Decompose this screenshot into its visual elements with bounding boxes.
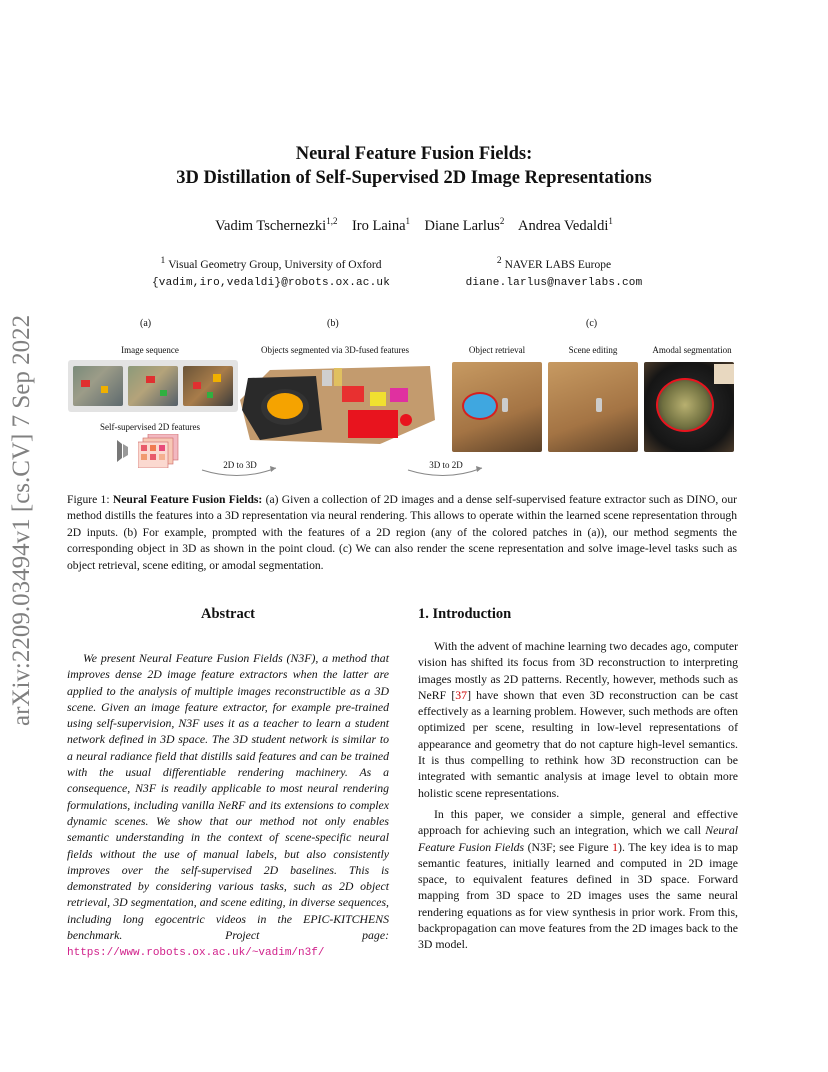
intro-emphasis: Neural Feature Fusion Fields — [418, 823, 738, 854]
arxiv-identifier: arXiv:2209.03494v1 [cs.CV] 7 Sep 2022 — [8, 314, 35, 726]
figure-reference-link[interactable]: 1 — [612, 839, 619, 854]
frame-thumbnail — [128, 366, 178, 406]
author-name: Iro Laina — [351, 217, 406, 234]
intro-text: In this paper, we consider a simple, general and effective approach for achieving such an integration, which we call — [418, 806, 738, 838]
affiliation-mark: 2 — [496, 255, 502, 266]
intro-paragraph-1 — [418, 638, 738, 801]
label-self-supervised-features: Self-supervised 2D features — [100, 422, 200, 432]
frame-thumbnail — [183, 366, 233, 406]
affiliation-email: {vadim,iro,vedaldi}@robots.ox.ac.uk — [151, 276, 391, 289]
caption-text: (a) Given a collection of 2D images and a dense self-supervised feature extractor such as DINO, our method distills the features into a 3D representation via neural rendering. This allows to operate within the learned scene representation through 2D inputs. (b) For example, prompted with the features of a 2D region (any of the colored patches in (a)), our method segments the corresponding object in 3D as shown in the point cloud. (c) We can also render the scene representation and solve image-level tasks such as object retrieval, scene editing, or amodal segmentation. — [67, 493, 737, 572]
figure-1 — [60, 312, 750, 482]
panel-tag-c: (c) — [586, 318, 598, 329]
affiliation-email: diane.larlus@naverlabs.com — [465, 276, 643, 289]
affiliation-right — [426, 252, 682, 292]
affiliation-mark: 1 — [160, 255, 166, 266]
intro-paragraph-2 — [418, 806, 738, 953]
author-affiliation-mark: 1 — [608, 216, 613, 226]
frame-thumbnail — [73, 366, 123, 406]
label-objects-segmented: Objects segmented via 3D-fused features — [261, 345, 409, 355]
paper-title-line-1: Neural Feature Fusion Fields: — [295, 144, 533, 164]
author-name: Andrea Vedaldi — [518, 217, 609, 234]
caption-bold: Neural Feature Fusion Fields: — [112, 493, 263, 506]
affiliation-name: NAVER LABS Europe — [504, 258, 612, 271]
label-2d-to-3d: 2D to 3D — [223, 460, 257, 470]
abstract-body — [67, 650, 389, 962]
caption-prefix: Figure 1: — [67, 493, 113, 506]
object-retrieval-image — [452, 362, 542, 452]
intro-text: With the advent of machine learning two decades ago, computer vision has shifted its focus from 3D reconstruction to interpreting images mostly as 2D patterns. Recently, however, methods such as NeRF [ — [418, 639, 738, 702]
author-name: Diane Larlus — [424, 217, 500, 234]
affiliation-name: Visual Geometry Group, University of Oxford — [168, 258, 382, 271]
label-3d-to-2d: 3D to 2D — [429, 460, 463, 470]
label-amodal-segmentation: Amodal segmentation — [652, 345, 732, 355]
image-sequence-film-strip — [68, 360, 238, 412]
citation-link[interactable]: 37 — [455, 687, 468, 702]
panel-tag-a: (a) — [140, 318, 152, 329]
label-image-sequence: Image sequence — [121, 345, 179, 355]
paper-title-line-2: 3D Distillation of Self-Supervised 2D Image Representations — [176, 168, 652, 188]
label-object-retrieval: Object retrieval — [468, 345, 526, 355]
abstract-heading: Abstract — [201, 606, 255, 622]
intro-text: (N3F; see Figure — [524, 839, 613, 854]
panel-tag-b: (b) — [327, 318, 339, 329]
point-cloud-segmentation — [230, 360, 440, 446]
introduction-body — [418, 638, 738, 953]
feature-extractor-network-icon — [116, 438, 130, 464]
author-name: Vadim Tschernezki — [215, 217, 327, 234]
author-list — [0, 216, 828, 235]
project-page-link[interactable]: https://www.robots.ox.ac.uk/~vadim/n3f/ — [67, 947, 325, 960]
feature-map-stack-icon — [138, 434, 182, 468]
author-affiliation-mark: 2 — [499, 216, 505, 226]
label-scene-editing: Scene editing — [568, 345, 618, 355]
amodal-segmentation-image — [644, 362, 734, 452]
author-affiliation-mark: 1,2 — [326, 216, 338, 226]
figure-1-caption — [67, 492, 737, 574]
affiliation-left — [130, 252, 412, 292]
introduction-heading: 1. Introduction — [418, 606, 512, 622]
scene-editing-image — [548, 362, 638, 452]
intro-text: ). The key idea is to map semantic features, initially learned and computed in 2D image space, to equivalent features defined in 3D space. Forward mapping from 3D space to 2D images uses the same neural rendering equations as for view synthesis in prior work. From this, backpropagation can move features from the 2D images back to the 3D model. — [418, 839, 738, 952]
abstract-text: We present Neural Feature Fusion Fields (N3F), a method that improves dense 2D image feature extractors when the latter are applied to the analysis of multiple images reconstructible as a 3D scene. Given an image feature extractor, for example pre-trained using self-supervision, N3F uses it as a teacher to learn a student network defined in 3D space. The 3D student network is similar to a neural radiance field that distills said features and can be trained with the usual differentiable rendering machinery. As a consequence, N3F is readily applicable to most neural rendering formulations, including vanilla NeRF and its extensions to complex dynamic scenes. We show that our method not only enables semantic understanding in the context of scene-specific neural fields without the use of manual labels, but also consistently improves over the self-supervised 2D baselines. This is demonstrated by considering various tasks, such as 2D object retrieval, 3D segmentation, and scene editing, in diverse sequences, including long egocentric videos in the EPIC-KITCHENS benchmark. Project page: — [67, 651, 389, 943]
author-affiliation-mark: 1 — [405, 216, 411, 226]
intro-text: ] have shown that even 3D reconstruction can be cast effectively as a learning problem. However, such methods are often optimized per scene, resulting in low-level representations of appearance and geometry that do not capture high-level semantics. It is thus compelling to rethink how 3D reconstruction can be integrated with semantic analysis at image level to obtain more holistic scene representations. — [418, 687, 739, 800]
